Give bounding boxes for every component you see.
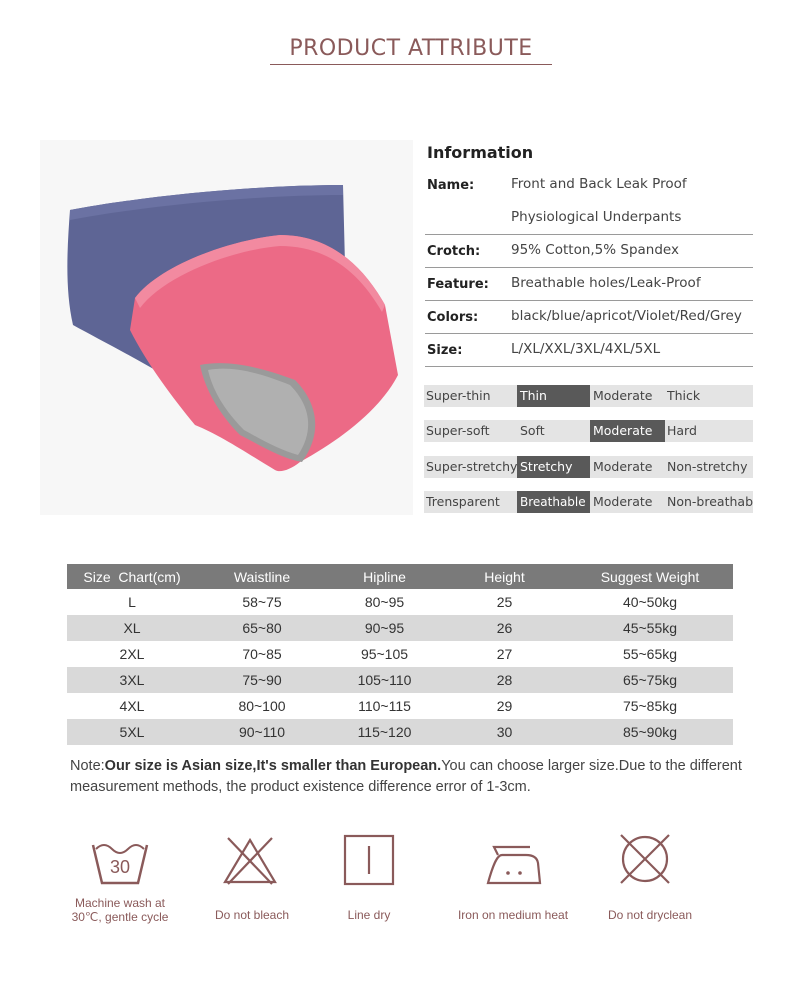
- table-cell: 65~75kg: [567, 667, 733, 693]
- note-rest: You can choose larger size.Due to the different measurement methods, the product existence difference error of 1-3cm.: [70, 758, 742, 795]
- table-cell: 28: [442, 667, 567, 693]
- table-row: [67, 693, 733, 719]
- scale-cell: Soft: [520, 423, 545, 438]
- table-cell: 115~120: [327, 719, 442, 745]
- scale-cell: Super-soft: [426, 423, 490, 438]
- scale-cell-selected: Moderate: [590, 420, 665, 442]
- scale-breathability: [424, 491, 753, 513]
- scale-cell: Hard: [667, 423, 697, 438]
- scale-cell: Moderate: [593, 494, 653, 509]
- scale-cell: Moderate: [593, 459, 653, 474]
- info-row-crotch: [425, 234, 753, 268]
- do-not-dryclean-icon: [617, 831, 673, 887]
- info-value: black/blue/apricot/Violet/Red/Grey: [511, 308, 742, 324]
- info-row-feature: [425, 267, 753, 301]
- header-size-chart: Size Chart(cm): [67, 564, 197, 589]
- title-underline: [270, 64, 552, 65]
- info-row-colors: [425, 300, 753, 334]
- table-cell: 2XL: [119, 646, 145, 662]
- table-cell: 3XL: [67, 667, 197, 693]
- table-row: [67, 615, 733, 641]
- scale-cell: Non-breathab: [667, 494, 753, 509]
- table-cell: 29: [496, 698, 513, 714]
- iron-icon: [484, 843, 544, 887]
- info-row-name: [425, 168, 753, 235]
- table-cell: 65~80: [197, 615, 327, 641]
- table-cell: 80~100: [238, 698, 286, 714]
- table-row: [67, 589, 733, 615]
- table-cell: 45~55kg: [567, 615, 733, 641]
- table-cell: XL: [67, 615, 197, 641]
- care-label-line: 30℃, gentle cycle: [71, 910, 169, 924]
- info-key: Crotch:: [427, 244, 481, 259]
- care-label-iron: Iron on medium heat: [457, 908, 569, 922]
- table-cell: 105~110: [327, 667, 442, 693]
- scale-stretch: [424, 456, 753, 478]
- info-key: Name:: [427, 178, 475, 193]
- table-cell: 85~90kg: [567, 719, 733, 745]
- table-cell: 58~75: [242, 594, 282, 610]
- info-value: Breathable holes/Leak-Proof: [511, 275, 701, 291]
- care-label-dryclean: Do not dryclean: [607, 908, 693, 922]
- table-cell: 80~95: [364, 594, 405, 610]
- table-row: [67, 719, 733, 745]
- table-cell: 5XL: [67, 719, 197, 745]
- care-label-wash: [58, 896, 182, 924]
- header-hipline: Hipline: [327, 564, 442, 589]
- do-not-bleach-icon: [222, 832, 278, 888]
- table-cell: 40~50kg: [622, 594, 678, 610]
- scale-cell: Moderate: [593, 388, 653, 403]
- table-header-row: [67, 564, 733, 589]
- table-cell: 4XL: [119, 698, 145, 714]
- scale-cell: Trensparent: [426, 494, 500, 509]
- scale-cell-selected: Thin: [517, 385, 590, 407]
- scale-softness: [424, 420, 753, 442]
- care-label-line: Machine wash at: [74, 896, 166, 910]
- size-note: [70, 756, 750, 798]
- page-title: PRODUCT ATTRIBUTE: [289, 36, 533, 61]
- info-value: Front and Back Leak Proof: [511, 176, 687, 192]
- header-suggest-weight: Suggest Weight: [567, 564, 733, 589]
- scale-cell-selected: Stretchy: [517, 456, 590, 478]
- table-cell: 27: [496, 646, 513, 662]
- table-cell: L: [128, 594, 136, 610]
- note-prefix: Note:: [70, 758, 105, 774]
- wash-temperature: 30: [109, 857, 131, 877]
- info-row-size: [425, 333, 753, 367]
- header-waistline: Waistline: [197, 564, 327, 589]
- table-cell: 55~65kg: [622, 646, 678, 662]
- product-image: [40, 140, 413, 515]
- scale-thickness: [424, 385, 753, 407]
- table-cell: 25: [496, 594, 513, 610]
- information-title: Information: [427, 143, 534, 162]
- info-value: 95% Cotton,5% Spandex: [511, 242, 679, 258]
- underpants-illustration: [40, 140, 413, 515]
- scale-cell: Super-thin: [426, 388, 491, 403]
- info-value: L/XL/XXL/3XL/4XL/5XL: [511, 341, 661, 357]
- table-cell: 75~90: [197, 667, 327, 693]
- table-cell: 110~115: [358, 698, 411, 714]
- table-cell: 90~95: [327, 615, 442, 641]
- table-row: [67, 641, 733, 667]
- table-row: [67, 667, 733, 693]
- info-key: Colors:: [427, 310, 479, 325]
- scale-cell: Super-stretchy: [426, 459, 518, 474]
- care-label-bleach: Do not bleach: [214, 908, 290, 922]
- table-cell: 30: [442, 719, 567, 745]
- size-chart-table: [67, 564, 733, 745]
- info-value: Physiological Underpants: [511, 209, 682, 225]
- table-cell: 90~110: [197, 719, 327, 745]
- table-cell: 95~105: [360, 646, 409, 662]
- note-bold: Our size is Asian size,It's smaller than European.: [104, 758, 442, 774]
- care-label-dry: Line dry: [347, 908, 391, 922]
- table-cell: 75~85kg: [622, 698, 678, 714]
- info-key: Size:: [427, 343, 463, 358]
- header-height: Height: [442, 564, 567, 589]
- table-cell: 70~85: [242, 646, 282, 662]
- scale-cell-selected: Breathable: [517, 491, 590, 513]
- scale-cell: Thick: [667, 388, 701, 403]
- table-cell: 26: [442, 615, 567, 641]
- scale-cell: Non-stretchy: [667, 459, 748, 474]
- line-dry-icon: [343, 834, 395, 886]
- info-key: Feature:: [427, 277, 489, 292]
- machine-wash-icon: [90, 835, 150, 889]
